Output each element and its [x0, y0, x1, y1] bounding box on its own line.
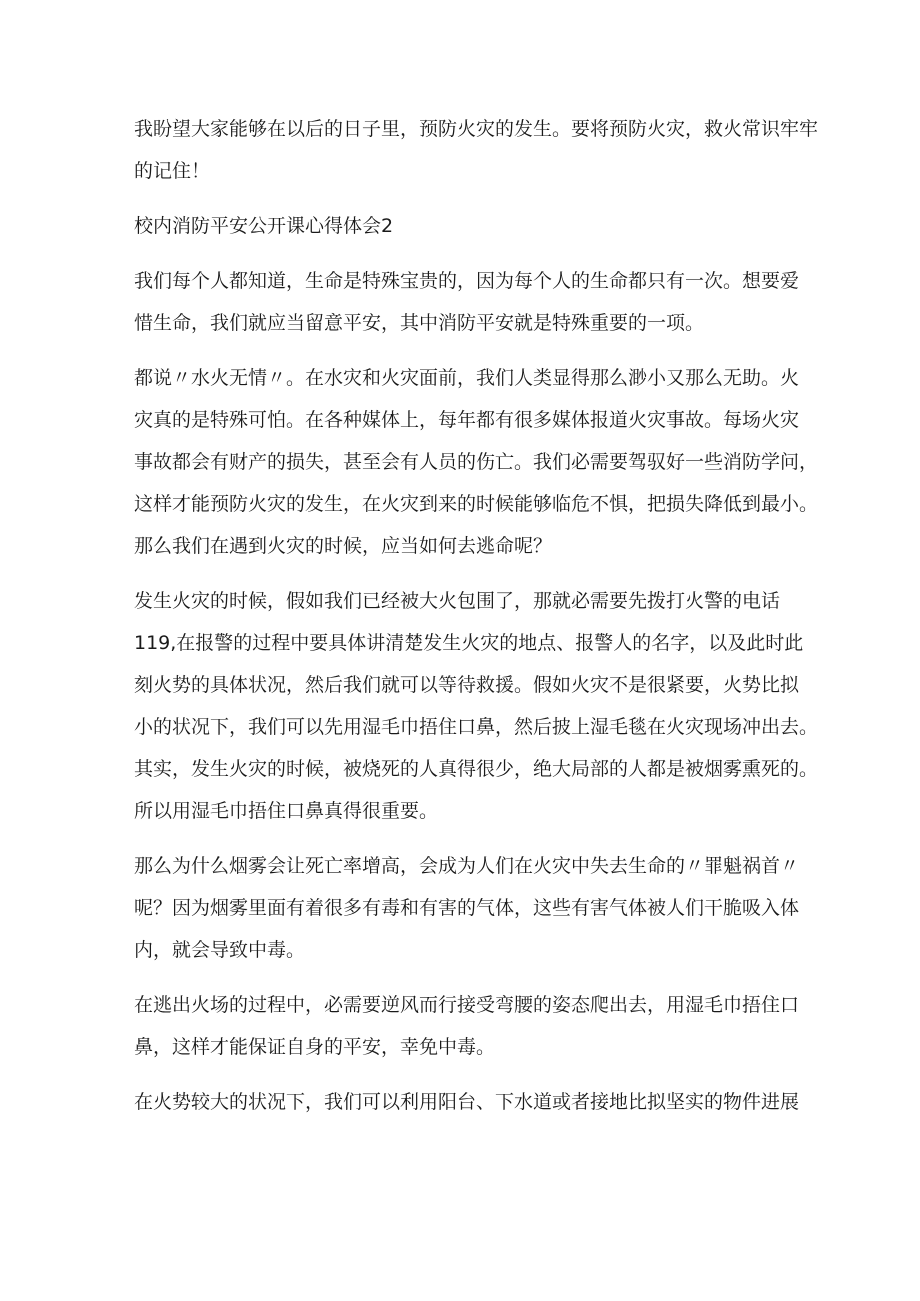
text-line: 在火势较大的状况下，我们可以利用阳台、下水道或者接地比拟坚实的物件进展: [134, 1091, 800, 1113]
text-line: 发生火灾的时候，假如我们已经被大火包围了，那就必需要先拨打火警的电话: [134, 590, 781, 612]
text-line: 所以用湿毛巾捂住口鼻真得很重要。: [134, 800, 439, 822]
text-line: 都说〃水火无情〃。在水灾和火灾面前，我们人类显得那么渺小又那么无助。火: [134, 367, 800, 389]
text-line: 那么为什么烟雾会让死亡率增高，会成为人们在火灾中失去生命的〃罪魁祸首〃: [134, 855, 800, 877]
text-line: 刻火势的具体状况，然后我们就可以等待救援。假如火灾不是很紧要，火势比拟: [134, 674, 800, 696]
text-line: 的记住！: [134, 160, 211, 182]
text-line: 鼻，这样才能保证自身的平安，幸免中毒。: [134, 1036, 496, 1058]
text-line: 这样才能预防火灾的发生，在火灾到来的时候能够临危不惧，把损失降低到最小。: [134, 493, 819, 515]
section-heading: 校内消防平安公开课心得体会2: [134, 215, 394, 237]
text-line: 我们每个人都知道，生命是特殊宝贵的，因为每个人的生命都只有一次。想要爱: [134, 270, 800, 292]
document-body: [134, 108, 819, 1123]
text-line: 惜生命，我们就应当留意平安，其中消防平安就是特殊重要的一项。: [134, 312, 705, 334]
text-line: 呢？因为烟雾里面有着很多有毒和有害的气体，这些有害气体被人们干脆吸入体: [134, 897, 800, 919]
text-line: 小的状况下，我们可以先用湿毛巾捂住口鼻，然后披上湿毛毯在火灾现场冲出去。: [134, 716, 819, 738]
text-line: 灾真的是特殊可怕。在各种媒体上，每年都有很多媒体报道火灾事故。每场火灾: [134, 409, 800, 431]
text-line: 其实，发生火灾的时候，被烧死的人真得很少，绝大局部的人都是被烟雾熏死的。: [134, 758, 819, 780]
text-line: 事故都会有财产的损失，甚至会有人员的伤亡。我们必需要驾驭好一些消防学问，: [134, 451, 819, 473]
text-line: 内，就会导致中毒。: [134, 939, 306, 961]
text-line: 119,在报警的过程中要具体讲清楚发生火灾的地点、报警人的名字，以及此时此: [134, 632, 804, 654]
text-line: 我盼望大家能够在以后的日子里，预防火灾的发生。要将预防火灾，救火常识牢牢: [134, 118, 819, 140]
text-line: 在逃出火场的过程中，必需要逆风而行接受弯腰的姿态爬出去，用湿毛巾捂住口: [134, 994, 800, 1016]
text-line: 那么我们在遇到火灾的时候，应当如何去逃命呢？: [134, 535, 553, 557]
